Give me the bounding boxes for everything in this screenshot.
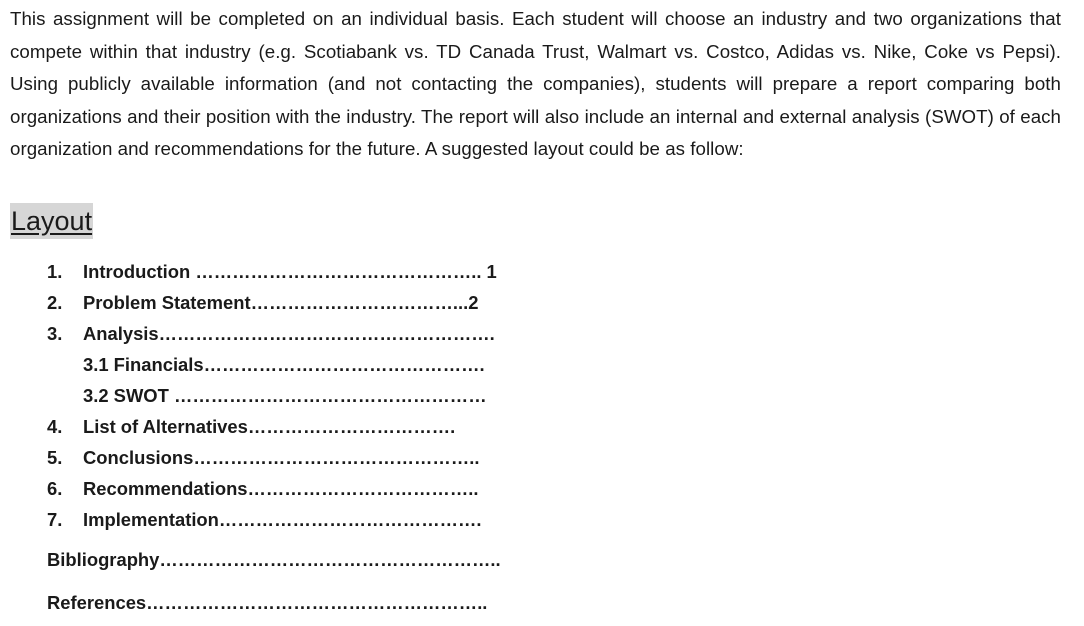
layout-heading: Layout [10,203,93,239]
toc-item-references: References……………………………………………….. [47,592,488,613]
toc-number: 6. [47,478,63,499]
toc-number: 1. [47,261,63,282]
toc-item-analysis [47,318,501,349]
toc-text: Recommendations……………………………….. [83,478,479,499]
toc-text: Analysis………………………………………………. [83,323,495,344]
toc-number: 4. [47,416,63,437]
toc-text: Introduction ……………………………………….. 1 [83,261,497,282]
toc-text: Problem Statement……………………………...2 [83,292,479,313]
toc-text: List of Alternatives……………………………. [83,416,456,437]
table-of-contents [47,256,501,618]
toc-item-introduction [47,256,501,287]
toc-number: 5. [47,447,63,468]
toc-number: 2. [47,292,63,313]
toc-item-conclusions [47,442,501,473]
toc-number: 3. [47,323,63,344]
toc-item-list-of-alternatives [47,411,501,442]
toc-item-problem-statement [47,287,501,318]
intro-paragraph: This assignment will be completed on an individual basis. Each student will choose an industry and two organizations that compete within that industry (e.g. Scotiabank vs. TD Canada Trust, Walmart vs. Costco, Adidas vs. Nike, Coke vs Pepsi). Using publicly available information (and not contacting the companies), students will prepare a report comparing both organizations and their position with the industry. The report will also include an internal and external analysis (SWOT) of each organization and recommendations for the future. A suggested layout could be as follow: [10,8,1061,160]
toc-number: 7. [47,509,63,530]
toc-text: Conclusions……………………………………….. [83,447,480,468]
toc-item-recommendations [47,473,501,504]
toc-text: Implementation……………………………………. [83,509,482,530]
toc-subitem-swot: 3.2 SWOT …………………………………………… [83,385,487,406]
toc-item-bibliography: Bibliography……………………………………………….. [47,549,501,570]
toc-subitem-financials: 3.1 Financials………………………………………. [83,354,485,375]
toc-item-implementation [47,504,501,535]
